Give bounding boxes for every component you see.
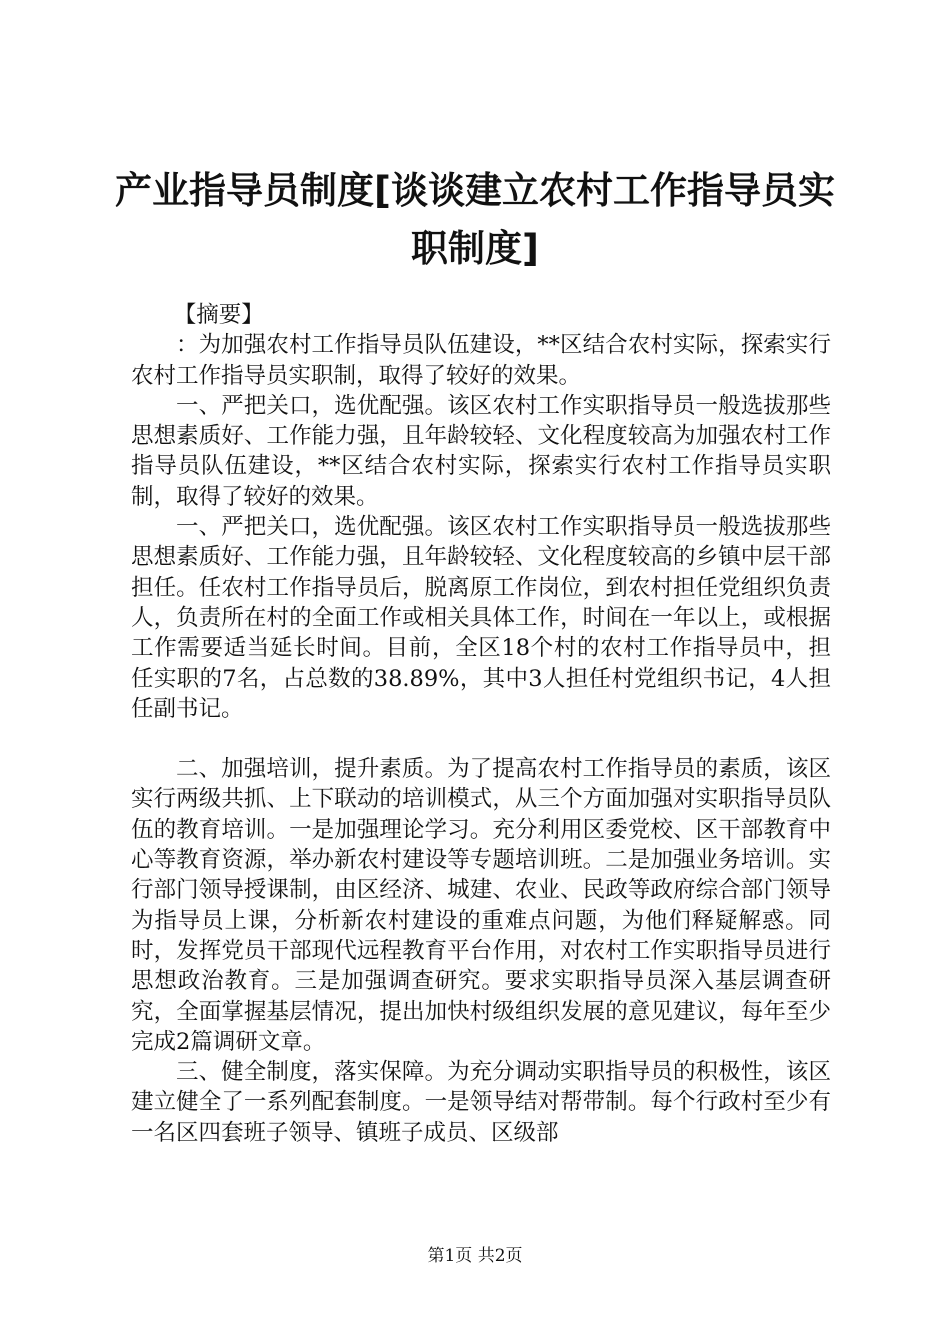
document-title: 产业指导员制度[谈谈建立农村工作指导员实职制度] [115, 169, 835, 270]
paragraph-section-1: 一、严把关口，选优配强。该区农村工作实职指导员一般选拔那些思想素质好、工作能力强，且年龄较轻、文化程度较高的乡镇中层干部担任。任农村工作指导员后，脱离原工作岗位，到农村担任党组织负责人，负责所在村的全面工作或相关具体工作，时间在一年以上，或根据工作需要适当延长时间。目前，全区18个村的农村工作指导员中，担任实职的7名，占总数的38.89%，其中3人担任村党组织书记，4人担任副书记。 [131, 514, 831, 722]
paragraph-section-3: 三、健全制度，落实保障。为充分调动实职指导员的积极性，该区建立健全了一系列配套制度。一是领导结对帮带制。每个行政村至少有一名区四套班子领导、镇班子成员、区级部 [131, 1059, 831, 1146]
page-number-footer: 第1页 共2页 [427, 1246, 523, 1266]
paragraph-abstract: ：为加强农村工作指导员队伍建设，**区结合农村实际，探索实行农村工作指导员实职制，取得了较好的效果。 [131, 332, 831, 389]
paragraph-section-2: 二、加强培训，提升素质。为了提高农村工作指导员的素质，该区实行两级共抓、上下联动的培训模式，从三个方面加强对实职指导员队伍的教育培训。一是加强理论学习。充分利用区委党校、区干部教育中心等教育资源，举办新农村建设等专题培训班。二是加强业务培训。实行部门领导授课制，由区经济、城建、农业、民政等政府综合部门领导为指导员上课，分析新农村建设的重难点问题，为他们释疑解惑。同时，发挥党员干部现代远程教育平台作用，对农村工作实职指导员进行思想政治教育。三是加强调查研究。要求实职指导员深入基层调查研究，全面掌握基层情况，提出加快村级组织发展的意见建议，每年至少完成2篇调研文章。 [131, 756, 831, 1055]
abstract-label: 【摘要】 [173, 302, 264, 328]
paragraph-section-1-draft: 一、严把关口，选优配强。该区农村工作实职指导员一般选拔那些思想素质好、工作能力强，且年龄较轻、文化程度较高为加强农村工作指导员队伍建设，**区结合农村实际，探索实行农村工作指导员实职制，取得了较好的效果。 [131, 392, 831, 510]
paragraph-gap [131, 724, 831, 754]
document-body [131, 300, 831, 1148]
